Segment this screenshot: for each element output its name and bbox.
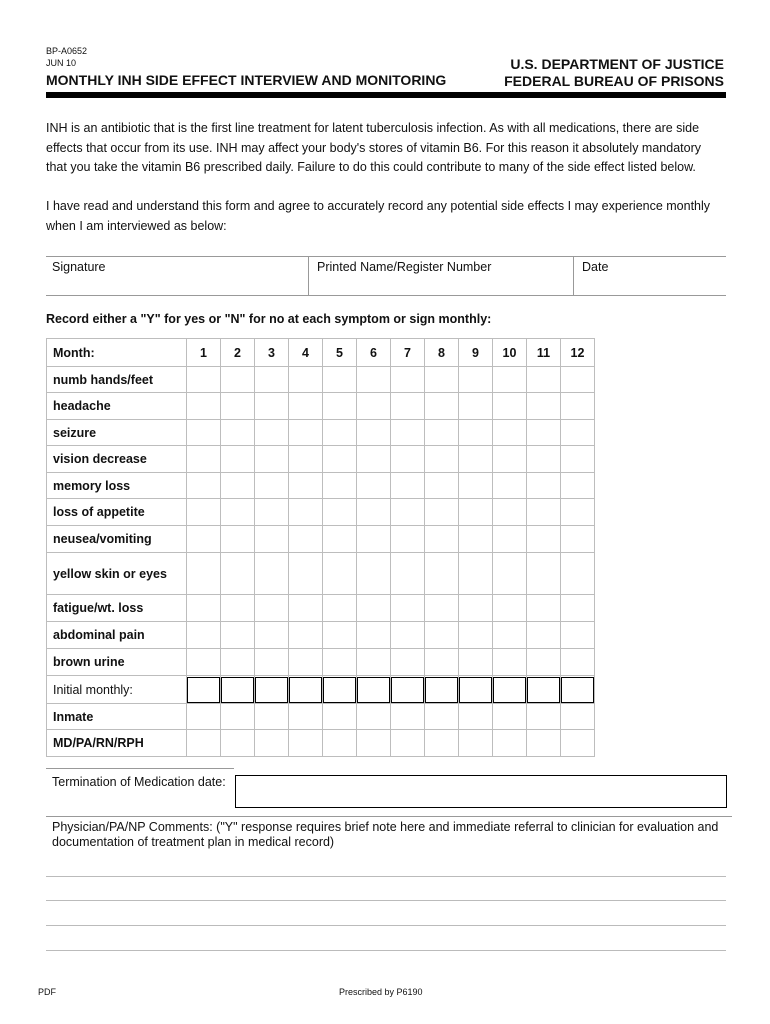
symptom-label: memory loss	[47, 473, 187, 499]
symptom-response-cell[interactable]	[459, 393, 493, 420]
inmate-cell[interactable]	[493, 704, 527, 730]
symptom-response-cell[interactable]	[459, 526, 493, 553]
comments-label	[46, 816, 732, 850]
symptom-response-cell[interactable]	[187, 367, 221, 393]
symptom-response-cell[interactable]	[493, 446, 527, 473]
symptom-response-cell[interactable]	[255, 622, 289, 649]
symptom-response-cell[interactable]	[527, 526, 561, 553]
symptom-response-cell[interactable]	[323, 595, 357, 622]
agreement-paragraph	[46, 197, 730, 236]
symptom-response-cell[interactable]	[459, 499, 493, 526]
symptom-response-cell[interactable]	[221, 649, 255, 676]
initial-cell[interactable]	[357, 676, 391, 704]
symptom-row	[47, 367, 595, 393]
agreement-line: I have read and understand this form and agree to accurately record any potential side effects I may experience monthly	[46, 199, 711, 213]
symptom-response-cell[interactable]	[527, 553, 561, 595]
symptom-label: fatigue/wt. loss	[47, 595, 187, 622]
inmate-label: Inmate	[47, 704, 187, 730]
symptom-response-cell[interactable]	[289, 622, 323, 649]
symptom-response-cell[interactable]	[391, 367, 425, 393]
initial-cell[interactable]	[527, 676, 561, 704]
inmate-cell[interactable]	[289, 704, 323, 730]
symptom-response-cell[interactable]	[221, 446, 255, 473]
symptom-response-cell[interactable]	[425, 649, 459, 676]
termination-label: Termination of Medication date:	[46, 768, 234, 808]
symptom-response-cell[interactable]	[425, 595, 459, 622]
symptom-response-cell[interactable]	[357, 499, 391, 526]
symptom-response-cell[interactable]	[221, 595, 255, 622]
comment-line-1[interactable]	[46, 876, 726, 877]
inmate-cell[interactable]	[391, 704, 425, 730]
symptom-response-cell[interactable]	[187, 595, 221, 622]
staff-cell[interactable]	[527, 730, 561, 757]
staff-cell[interactable]	[425, 730, 459, 757]
symptom-response-cell[interactable]	[527, 473, 561, 499]
inmate-cell[interactable]	[425, 704, 459, 730]
symptom-response-cell[interactable]	[221, 473, 255, 499]
symptom-response-cell[interactable]	[425, 367, 459, 393]
symptom-response-cell[interactable]	[391, 595, 425, 622]
symptom-response-cell[interactable]	[561, 367, 595, 393]
symptom-response-cell[interactable]	[323, 446, 357, 473]
symptom-label: headache	[47, 393, 187, 420]
symptom-label: loss of appetite	[47, 499, 187, 526]
month-header-row	[47, 339, 595, 367]
symptom-response-cell[interactable]	[357, 553, 391, 595]
symptom-response-cell[interactable]	[323, 622, 357, 649]
symptom-row	[47, 649, 595, 676]
form-date: JUN 10	[46, 58, 77, 68]
symptom-response-cell[interactable]	[527, 649, 561, 676]
staff-cell[interactable]	[493, 730, 527, 757]
header-rule	[46, 92, 726, 98]
symptom-response-cell[interactable]	[187, 473, 221, 499]
monitoring-table	[46, 338, 595, 757]
symptom-row	[47, 595, 595, 622]
symptom-response-cell[interactable]	[187, 622, 221, 649]
symptom-response-cell[interactable]	[323, 420, 357, 446]
symptom-label: numb hands/feet	[47, 367, 187, 393]
symptom-response-cell[interactable]	[391, 393, 425, 420]
symptom-label: neusea/vomiting	[47, 526, 187, 553]
symptom-response-cell[interactable]	[459, 367, 493, 393]
comment-line-4[interactable]	[46, 950, 726, 951]
symptom-response-cell[interactable]	[527, 595, 561, 622]
symptom-response-cell[interactable]	[425, 446, 459, 473]
symptom-response-cell[interactable]	[459, 622, 493, 649]
initial-monthly-row	[47, 676, 595, 704]
month-number: 12	[561, 339, 595, 367]
symptom-row	[47, 393, 595, 420]
symptom-response-cell[interactable]	[493, 420, 527, 446]
symptom-response-cell[interactable]	[459, 553, 493, 595]
symptom-response-cell[interactable]	[561, 499, 595, 526]
intro-line: effects that occur from its use. INH may affect your body's stores of vitamin B6. For this reason it absolutely mandatory	[46, 140, 701, 155]
date-field[interactable]	[573, 257, 726, 295]
symptom-response-cell[interactable]	[357, 367, 391, 393]
symptom-response-cell[interactable]	[425, 420, 459, 446]
symptom-response-cell[interactable]	[221, 526, 255, 553]
symptom-response-cell[interactable]	[459, 473, 493, 499]
form-number: BP-A0652	[46, 46, 88, 56]
symptom-response-cell[interactable]	[289, 393, 323, 420]
month-number: 2	[221, 339, 255, 367]
symptom-response-cell[interactable]	[493, 473, 527, 499]
footer-prescribed: Prescribed by P6190	[339, 987, 423, 997]
symptom-response-cell[interactable]	[255, 420, 289, 446]
inmate-cell[interactable]	[255, 704, 289, 730]
symptom-response-cell[interactable]	[493, 393, 527, 420]
initial-cell[interactable]	[221, 676, 255, 704]
month-number: 8	[425, 339, 459, 367]
symptom-response-cell[interactable]	[187, 420, 221, 446]
intro-paragraph	[46, 119, 730, 178]
month-number: 4	[289, 339, 323, 367]
symptom-response-cell[interactable]	[357, 622, 391, 649]
symptom-response-cell[interactable]	[561, 622, 595, 649]
staff-row	[47, 730, 595, 757]
staff-cell[interactable]	[459, 730, 493, 757]
printed-name-field[interactable]	[308, 257, 573, 295]
month-number: 9	[459, 339, 493, 367]
symptom-response-cell[interactable]	[289, 367, 323, 393]
symptom-response-cell[interactable]	[357, 526, 391, 553]
symptom-response-cell[interactable]	[289, 526, 323, 553]
staff-cell[interactable]	[391, 730, 425, 757]
symptom-response-cell[interactable]	[221, 393, 255, 420]
instruction-text: Record either a "Y" for yes or "N" for no at each symptom or sign monthly:	[46, 312, 492, 326]
symptom-response-cell[interactable]	[493, 499, 527, 526]
staff-cell[interactable]	[221, 730, 255, 757]
inmate-cell[interactable]	[527, 704, 561, 730]
inmate-cell[interactable]	[221, 704, 255, 730]
symptom-response-cell[interactable]	[493, 649, 527, 676]
form-number-block	[46, 46, 87, 70]
symptom-response-cell[interactable]	[391, 499, 425, 526]
symptom-response-cell[interactable]	[289, 446, 323, 473]
symptom-response-cell[interactable]	[255, 526, 289, 553]
symptom-response-cell[interactable]	[221, 420, 255, 446]
staff-cell[interactable]	[255, 730, 289, 757]
symptom-label: seizure	[47, 420, 187, 446]
initial-monthly-label: Initial monthly:	[47, 676, 187, 704]
bureau-name: FEDERAL BUREAU OF PRISONS	[504, 73, 724, 89]
termination-date-field[interactable]	[235, 775, 727, 808]
symptom-response-cell[interactable]	[323, 499, 357, 526]
symptom-row	[47, 446, 595, 473]
month-number: 7	[391, 339, 425, 367]
symptom-response-cell[interactable]	[255, 367, 289, 393]
symptom-response-cell[interactable]	[527, 446, 561, 473]
symptom-response-cell[interactable]	[493, 595, 527, 622]
symptom-response-cell[interactable]	[255, 595, 289, 622]
symptom-row	[47, 622, 595, 649]
symptom-response-cell[interactable]	[391, 649, 425, 676]
symptom-response-cell[interactable]	[357, 649, 391, 676]
symptom-label: yellow skin or eyes	[47, 553, 187, 595]
symptom-response-cell[interactable]	[391, 420, 425, 446]
symptom-response-cell[interactable]	[425, 473, 459, 499]
printed-name-label: Printed Name/Register Number	[317, 260, 492, 274]
symptom-response-cell[interactable]	[255, 649, 289, 676]
symptom-row	[47, 499, 595, 526]
symptom-response-cell[interactable]	[323, 649, 357, 676]
staff-cell[interactable]	[187, 730, 221, 757]
symptom-response-cell[interactable]	[425, 553, 459, 595]
symptom-response-cell[interactable]	[527, 367, 561, 393]
symptom-response-cell[interactable]	[561, 473, 595, 499]
initial-cell[interactable]	[493, 676, 527, 704]
symptom-response-cell[interactable]	[187, 649, 221, 676]
symptom-response-cell[interactable]	[527, 393, 561, 420]
symptom-response-cell[interactable]	[323, 473, 357, 499]
symptom-response-cell[interactable]	[221, 622, 255, 649]
month-number: 1	[187, 339, 221, 367]
symptom-response-cell[interactable]	[323, 393, 357, 420]
symptom-response-cell[interactable]	[527, 420, 561, 446]
staff-cell[interactable]	[357, 730, 391, 757]
symptom-response-cell[interactable]	[425, 622, 459, 649]
symptom-label: brown urine	[47, 649, 187, 676]
symptom-row	[47, 553, 595, 595]
month-label: Month:	[47, 339, 187, 367]
department-heading	[504, 56, 724, 90]
footer-pdf: PDF	[38, 987, 56, 997]
symptom-response-cell[interactable]	[221, 499, 255, 526]
symptom-response-cell[interactable]	[527, 499, 561, 526]
symptom-response-cell[interactable]	[289, 473, 323, 499]
initial-cell[interactable]	[187, 676, 221, 704]
symptom-response-cell[interactable]	[391, 473, 425, 499]
month-number: 6	[357, 339, 391, 367]
form-title: MONTHLY INH SIDE EFFECT INTERVIEW AND MONITORING	[46, 72, 447, 88]
symptom-response-cell[interactable]	[391, 526, 425, 553]
symptom-response-cell[interactable]	[255, 499, 289, 526]
intro-line: INH is an antibiotic that is the first line treatment for latent tuberculosis infection. As with all medications, there are side	[46, 121, 700, 135]
symptom-response-cell[interactable]	[323, 367, 357, 393]
symptom-response-cell[interactable]	[323, 553, 357, 595]
symptom-response-cell[interactable]	[221, 553, 255, 595]
symptom-label: abdominal pain	[47, 622, 187, 649]
symptom-response-cell[interactable]	[391, 446, 425, 473]
inmate-cell[interactable]	[187, 704, 221, 730]
symptom-response-cell[interactable]	[561, 420, 595, 446]
symptom-response-cell[interactable]	[459, 420, 493, 446]
symptom-response-cell[interactable]	[289, 553, 323, 595]
symptom-response-cell[interactable]	[357, 473, 391, 499]
initial-cell[interactable]	[255, 676, 289, 704]
month-number: 5	[323, 339, 357, 367]
signature-row	[46, 256, 726, 296]
symptom-response-cell[interactable]	[323, 526, 357, 553]
symptom-response-cell[interactable]	[255, 553, 289, 595]
symptom-response-cell[interactable]	[527, 622, 561, 649]
symptom-response-cell[interactable]	[493, 553, 527, 595]
symptom-response-cell[interactable]	[289, 595, 323, 622]
month-number: 10	[493, 339, 527, 367]
initial-cell[interactable]	[289, 676, 323, 704]
symptom-response-cell[interactable]	[459, 649, 493, 676]
inmate-row	[47, 704, 595, 730]
symptom-response-cell[interactable]	[493, 526, 527, 553]
signature-label: Signature	[52, 260, 106, 274]
symptom-response-cell[interactable]	[425, 526, 459, 553]
symptom-row	[47, 526, 595, 553]
symptom-response-cell[interactable]	[187, 526, 221, 553]
date-label: Date	[582, 260, 609, 274]
comments-line: documentation of treatment plan in medical record)	[52, 835, 335, 849]
symptom-response-cell[interactable]	[493, 622, 527, 649]
month-number: 11	[527, 339, 561, 367]
symptom-response-cell[interactable]	[289, 649, 323, 676]
symptom-response-cell[interactable]	[255, 446, 289, 473]
symptom-response-cell[interactable]	[561, 553, 595, 595]
symptom-response-cell[interactable]	[187, 553, 221, 595]
inmate-cell[interactable]	[459, 704, 493, 730]
symptom-response-cell[interactable]	[187, 499, 221, 526]
inmate-cell[interactable]	[357, 704, 391, 730]
symptom-response-cell[interactable]	[561, 526, 595, 553]
symptom-response-cell[interactable]	[459, 446, 493, 473]
inmate-cell[interactable]	[323, 704, 357, 730]
symptom-response-cell[interactable]	[561, 446, 595, 473]
symptom-response-cell[interactable]	[289, 499, 323, 526]
symptom-response-cell[interactable]	[561, 649, 595, 676]
symptom-response-cell[interactable]	[391, 553, 425, 595]
symptom-response-cell[interactable]	[425, 393, 459, 420]
symptom-response-cell[interactable]	[561, 595, 595, 622]
symptom-response-cell[interactable]	[357, 420, 391, 446]
initial-cell[interactable]	[425, 676, 459, 704]
comments-line: Physician/PA/NP Comments: ("Y" response requires brief note here and immediate referral to clinician for evaluation and	[52, 820, 719, 834]
month-number: 3	[255, 339, 289, 367]
symptom-row	[47, 420, 595, 446]
symptom-row	[47, 473, 595, 499]
signature-field[interactable]	[46, 257, 308, 295]
inmate-cell[interactable]	[561, 704, 595, 730]
symptom-response-cell[interactable]	[187, 446, 221, 473]
initial-cell[interactable]	[459, 676, 493, 704]
symptom-response-cell[interactable]	[357, 393, 391, 420]
initial-cell[interactable]	[323, 676, 357, 704]
symptom-response-cell[interactable]	[221, 367, 255, 393]
intro-line: that you take the vitamin B6 prescribed daily. Failure to do this could contribute to many of the side effect listed below.	[46, 160, 696, 174]
symptom-response-cell[interactable]	[187, 393, 221, 420]
agreement-line: when I am interviewed as below:	[46, 218, 227, 233]
initial-cell[interactable]	[391, 676, 425, 704]
comment-line-3[interactable]	[46, 925, 726, 926]
symptom-response-cell[interactable]	[255, 393, 289, 420]
comment-line-2[interactable]	[46, 900, 726, 901]
symptom-response-cell[interactable]	[357, 595, 391, 622]
symptom-response-cell[interactable]	[561, 393, 595, 420]
symptom-response-cell[interactable]	[459, 595, 493, 622]
initial-cell[interactable]	[561, 676, 595, 704]
symptom-label: vision decrease	[47, 446, 187, 473]
symptom-response-cell[interactable]	[391, 622, 425, 649]
staff-cell[interactable]	[289, 730, 323, 757]
symptom-response-cell[interactable]	[425, 499, 459, 526]
symptom-response-cell[interactable]	[289, 420, 323, 446]
department-name: U.S. DEPARTMENT OF JUSTICE	[510, 56, 724, 72]
staff-label: MD/PA/RN/RPH	[47, 730, 187, 757]
symptom-response-cell[interactable]	[357, 446, 391, 473]
symptom-response-cell[interactable]	[493, 367, 527, 393]
staff-cell[interactable]	[561, 730, 595, 757]
symptom-response-cell[interactable]	[255, 473, 289, 499]
staff-cell[interactable]	[323, 730, 357, 757]
